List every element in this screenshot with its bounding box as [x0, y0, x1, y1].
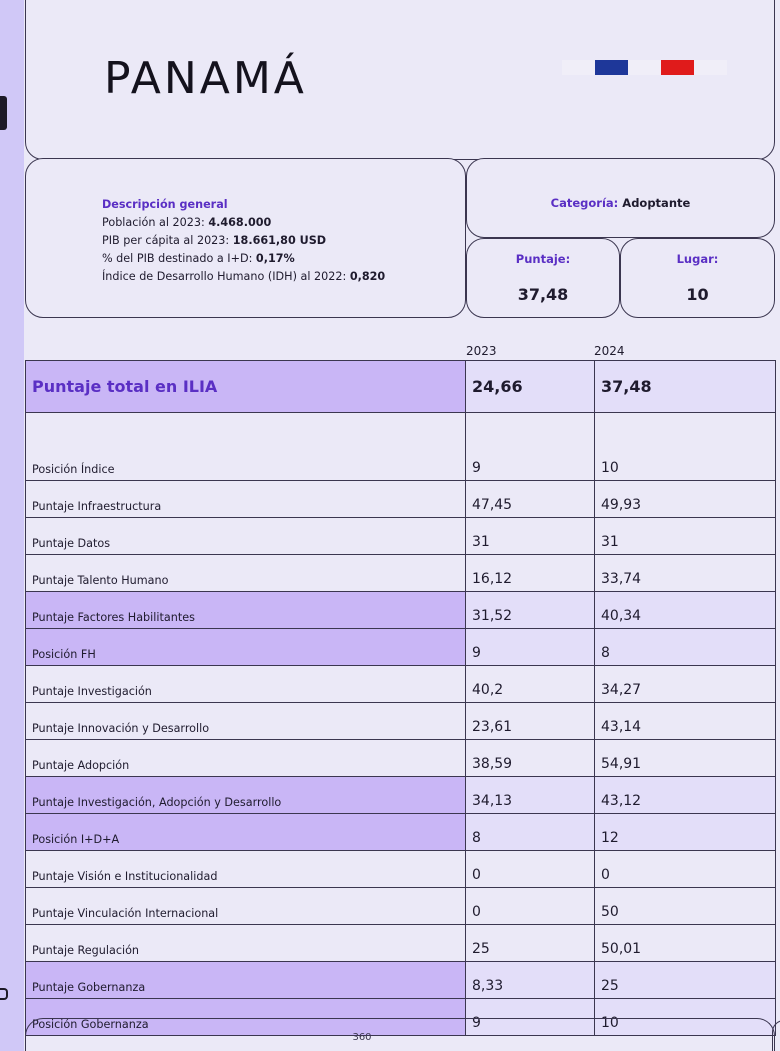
- category-value: Adoptante: [622, 196, 691, 210]
- table-row-total: [26, 361, 776, 413]
- table-row: [26, 777, 776, 814]
- row-value-2023: 40,2: [466, 666, 595, 703]
- table-row: [26, 814, 776, 851]
- row-label: Puntaje Talento Humano: [26, 555, 466, 592]
- score-value: 37,48: [517, 285, 569, 304]
- description-item-value: 18.661,80 USD: [232, 234, 327, 247]
- row-value-2023: 47,45: [466, 481, 595, 518]
- row-value-2024: 43,12: [595, 777, 776, 814]
- description-item: [102, 214, 385, 232]
- row-label: Posición I+D+A: [26, 814, 466, 851]
- right-card-edge: [772, 1020, 780, 1051]
- table-row: [26, 740, 776, 777]
- table-row: [26, 962, 776, 999]
- place-label: Lugar:: [676, 252, 719, 266]
- flag-icon: [562, 60, 727, 75]
- description-item-value: 4.468.000: [208, 216, 272, 229]
- row-value-2023: 23,61: [466, 703, 595, 740]
- row-label: Puntaje Visión e Institucionalidad: [26, 851, 466, 888]
- table-row: [26, 592, 776, 629]
- country-title: PANAMÁ: [104, 53, 307, 104]
- score-card: [466, 238, 620, 318]
- row-value-2024: 33,74: [595, 555, 776, 592]
- row-value-2024: 10: [595, 413, 776, 481]
- flag-stripe-2: [595, 60, 628, 75]
- row-value-2024: 10: [595, 999, 776, 1036]
- place-card: [620, 238, 775, 318]
- row-label: Posición FH: [26, 629, 466, 666]
- row-value-2023: 38,59: [466, 740, 595, 777]
- description-item-label: Población al 2023:: [102, 216, 209, 229]
- scores-table: [25, 360, 776, 1036]
- row-value-2024: 40,34: [595, 592, 776, 629]
- row-value-2023: 31: [466, 518, 595, 555]
- row-label: Posición Índice: [26, 413, 466, 481]
- row-value-2024: 0: [595, 851, 776, 888]
- row-value-2024: 49,93: [595, 481, 776, 518]
- description-item-label: PIB per cápita al 2023:: [102, 234, 233, 247]
- flag-stripe-4: [661, 60, 694, 75]
- table-row: [26, 851, 776, 888]
- left-tab-marker: [0, 96, 7, 130]
- row-value-2023: 9: [466, 999, 595, 1036]
- row-label: Puntaje Gobernanza: [26, 962, 466, 999]
- left-tab-marker-bottom: [0, 988, 8, 1000]
- category-card: [466, 158, 775, 238]
- category-label: Categoría:: [550, 196, 619, 210]
- year-header-2024: 2024: [594, 344, 625, 358]
- row-label: Posición Gobernanza: [26, 999, 466, 1036]
- table-row: [26, 925, 776, 962]
- description-item: [102, 268, 385, 286]
- description-box: [102, 196, 385, 286]
- row-value-2024: 43,14: [595, 703, 776, 740]
- category-line: [467, 196, 774, 210]
- table-row: [26, 413, 776, 481]
- row-label: Puntaje Investigación, Adopción y Desarrollo: [26, 777, 466, 814]
- page-number: 360: [352, 1032, 372, 1043]
- row-value-2023: 25: [466, 925, 595, 962]
- row-value-2023: 8,33: [466, 962, 595, 999]
- row-value-2024: 54,91: [595, 740, 776, 777]
- row-value-2024: 12: [595, 814, 776, 851]
- row-label: Puntaje Regulación: [26, 925, 466, 962]
- row-value-2024: 31: [595, 518, 776, 555]
- row-value-2024: 50,01: [595, 925, 776, 962]
- table-row: [26, 481, 776, 518]
- table-row: [26, 629, 776, 666]
- table-row: [26, 888, 776, 925]
- table-row: [26, 666, 776, 703]
- row-value-2023: 31,52: [466, 592, 595, 629]
- row-label: Puntaje Factores Habilitantes: [26, 592, 466, 629]
- description-card: [25, 158, 466, 318]
- description-item-value: 0,17%: [255, 252, 295, 265]
- row-label: Puntaje Infraestructura: [26, 481, 466, 518]
- row-value-2024: 25: [595, 962, 776, 999]
- row-label: Puntaje Investigación: [26, 666, 466, 703]
- row-label: Puntaje Innovación y Desarrollo: [26, 703, 466, 740]
- score-label: Puntaje:: [515, 252, 571, 266]
- row-label: Puntaje Vinculación Internacional: [26, 888, 466, 925]
- row-value-2023: 0: [466, 851, 595, 888]
- table-row: [26, 555, 776, 592]
- description-item-label: Índice de Desarrollo Humano (IDH) al 2022:: [102, 270, 350, 283]
- flag-stripe-3: [628, 60, 661, 75]
- row-value-2024: 8: [595, 629, 776, 666]
- row-value-2023: 0: [466, 888, 595, 925]
- row-value-2023: 9: [466, 629, 595, 666]
- description-item-label: % del PIB destinado a I+D:: [102, 252, 256, 265]
- row-label: Puntaje Datos: [26, 518, 466, 555]
- flag-stripe-1: [562, 60, 595, 75]
- row-value-2024: 34,27: [595, 666, 776, 703]
- row-label: Puntaje Adopción: [26, 740, 466, 777]
- title-card: [25, 0, 775, 160]
- description-heading: Descripción general: [102, 198, 228, 211]
- row-value-2023: 9: [466, 413, 595, 481]
- row-value-2023: 8: [466, 814, 595, 851]
- row-value-2024: 50: [595, 888, 776, 925]
- total-value-2023: 24,66: [466, 361, 595, 413]
- total-value-2024: 37,48: [595, 361, 776, 413]
- description-item: [102, 250, 385, 268]
- place-value: 10: [686, 285, 709, 304]
- description-item-value: 0,820: [349, 270, 386, 283]
- row-value-2023: 16,12: [466, 555, 595, 592]
- year-header-2023: 2023: [466, 344, 497, 358]
- left-margin-strip: [0, 0, 24, 1051]
- description-item: [102, 232, 385, 250]
- flag-stripe-5: [694, 60, 727, 75]
- total-label: Puntaje total en ILIA: [26, 361, 466, 413]
- table-row: [26, 518, 776, 555]
- row-value-2023: 34,13: [466, 777, 595, 814]
- table-row: [26, 703, 776, 740]
